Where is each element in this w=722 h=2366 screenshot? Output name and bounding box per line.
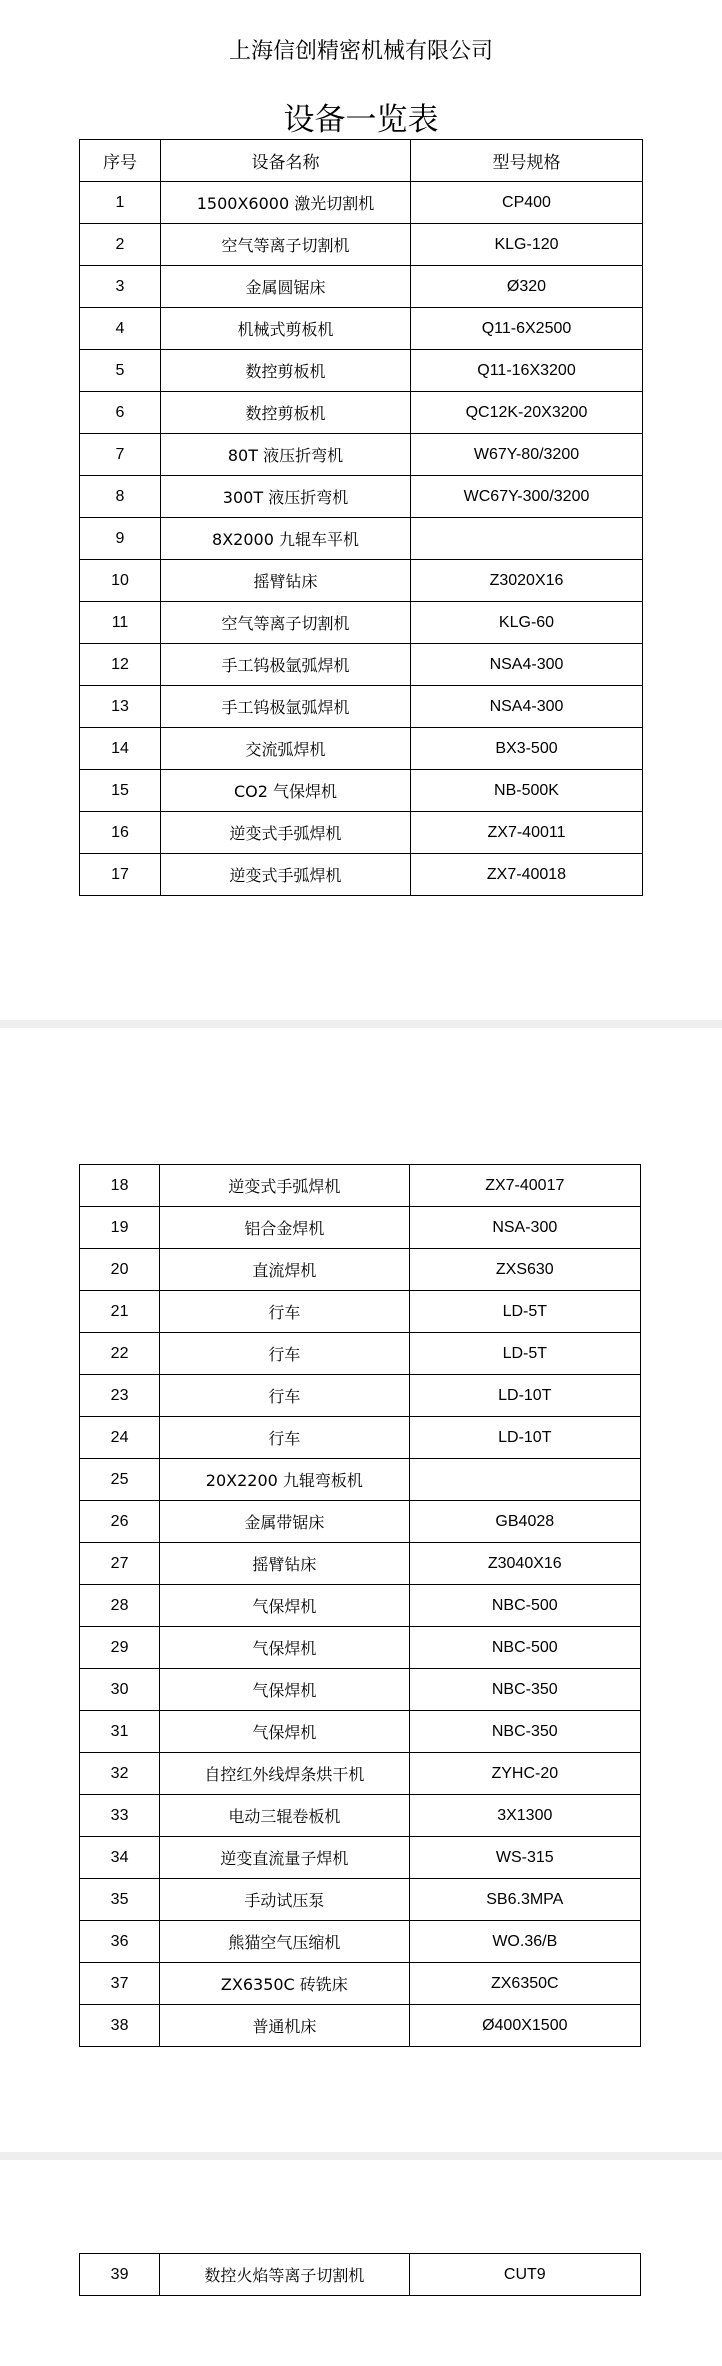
cell-no: 24 (80, 1417, 160, 1459)
table-row (80, 1501, 641, 1543)
cell-no: 17 (80, 854, 161, 896)
cell-name: 空气等离子切割机 (161, 224, 411, 266)
cell-no: 30 (80, 1669, 160, 1711)
company-name: 上海信创精密机械有限公司 (228, 39, 493, 64)
table-row (80, 308, 643, 350)
cell-no: 31 (80, 1711, 160, 1753)
table-row (80, 644, 643, 686)
cell-model: BX3-500 (411, 728, 643, 770)
cell-no: 26 (80, 1501, 160, 1543)
cell-model: ZX7-40011 (411, 812, 643, 854)
cell-model: CUT9 (409, 2254, 640, 2296)
cell-model: KLG-120 (411, 224, 643, 266)
cell-name: 普通机床 (160, 2005, 409, 2047)
cell-name: 熊猫空气压缩机 (160, 1921, 409, 1963)
cell-name: 手工钨极氩弧焊机 (161, 644, 411, 686)
cell-no: 39 (80, 2254, 160, 2296)
cell-model: Q11-16X3200 (411, 350, 643, 392)
cell-name: 行车 (160, 1375, 409, 1417)
cell-name: 数控剪板机 (161, 350, 411, 392)
table-row (80, 1249, 641, 1291)
cell-name: 逆变式手弧焊机 (161, 854, 411, 896)
cell-no: 33 (80, 1795, 160, 1837)
cell-no: 7 (80, 434, 161, 476)
table-row (80, 1753, 641, 1795)
cell-name: 行车 (160, 1417, 409, 1459)
cell-no: 18 (80, 1165, 160, 1207)
cell-name: 20X2200 九辊弯板机 (160, 1459, 409, 1501)
cell-model: Q11-6X2500 (411, 308, 643, 350)
cell-name: 交流弧焊机 (161, 728, 411, 770)
header-name: 设备名称 (161, 140, 411, 182)
cell-name: 数控火焰等离子切割机 (160, 2254, 409, 2296)
cell-name: 逆变式手弧焊机 (160, 1165, 409, 1207)
cell-no: 6 (80, 392, 161, 434)
cell-no: 32 (80, 1753, 160, 1795)
cell-no: 3 (80, 266, 161, 308)
cell-name: 摇臂钻床 (161, 560, 411, 602)
cell-model: NSA-300 (409, 1207, 640, 1249)
cell-model: ZX7-40018 (411, 854, 643, 896)
cell-name: 手工钨极氩弧焊机 (161, 686, 411, 728)
cell-name: 金属圆锯床 (161, 266, 411, 308)
cell-no: 34 (80, 1837, 160, 1879)
cell-name: 直流焊机 (160, 1249, 409, 1291)
table-row (80, 602, 643, 644)
cell-model: NBC-500 (409, 1585, 640, 1627)
table-row (80, 560, 643, 602)
cell-name: 气保焊机 (160, 1585, 409, 1627)
cell-model (411, 518, 643, 560)
cell-model: LD-10T (409, 1375, 640, 1417)
equipment-table-page-1 (79, 139, 643, 896)
table-row (80, 476, 643, 518)
table-row (80, 770, 643, 812)
cell-model: NSA4-300 (411, 686, 643, 728)
cell-name: 行车 (160, 1291, 409, 1333)
table-row (80, 182, 643, 224)
cell-no: 35 (80, 1879, 160, 1921)
cell-name: 数控剪板机 (161, 392, 411, 434)
cell-name: 逆变直流量子焊机 (160, 1837, 409, 1879)
table-row (80, 686, 643, 728)
table-row (80, 1291, 641, 1333)
cell-name: 金属带锯床 (160, 1501, 409, 1543)
table-row (80, 1627, 641, 1669)
table-row (80, 1963, 641, 2005)
table-row (80, 1417, 641, 1459)
table-row (80, 1669, 641, 1711)
page-1 (0, 0, 722, 1020)
cell-no: 8 (80, 476, 161, 518)
cell-no: 25 (80, 1459, 160, 1501)
cell-no: 23 (80, 1375, 160, 1417)
cell-model: WS-315 (409, 1837, 640, 1879)
table-row (80, 1711, 641, 1753)
table-row (80, 1543, 641, 1585)
cell-model: SB6.3MPA (409, 1879, 640, 1921)
table-row (80, 854, 643, 896)
cell-model: NBC-350 (409, 1669, 640, 1711)
cell-no: 22 (80, 1333, 160, 1375)
table-row (80, 1375, 641, 1417)
cell-no: 36 (80, 1921, 160, 1963)
cell-name: 手动试压泵 (160, 1879, 409, 1921)
cell-model: Ø320 (411, 266, 643, 308)
table-row (80, 392, 643, 434)
cell-no: 2 (80, 224, 161, 266)
cell-model: GB4028 (409, 1501, 640, 1543)
cell-name: 300T 液压折弯机 (161, 476, 411, 518)
table-row (80, 2254, 641, 2296)
cell-no: 15 (80, 770, 161, 812)
cell-model: W67Y-80/3200 (411, 434, 643, 476)
cell-no: 5 (80, 350, 161, 392)
cell-no: 28 (80, 1585, 160, 1627)
table-row (80, 1333, 641, 1375)
cell-no: 21 (80, 1291, 160, 1333)
cell-no: 4 (80, 308, 161, 350)
cell-no: 37 (80, 1963, 160, 2005)
table-row (80, 518, 643, 560)
cell-name: CO2 气保焊机 (161, 770, 411, 812)
cell-name: 气保焊机 (160, 1669, 409, 1711)
cell-model: LD-10T (409, 1417, 640, 1459)
cell-no: 16 (80, 812, 161, 854)
table-header-row (80, 140, 643, 182)
cell-name: 铝合金焊机 (160, 1207, 409, 1249)
equipment-table-page-3 (79, 2253, 641, 2296)
cell-name: 空气等离子切割机 (161, 602, 411, 644)
cell-name: 气保焊机 (160, 1711, 409, 1753)
cell-model: ZX6350C (409, 1963, 640, 2005)
cell-model: QC12K-20X3200 (411, 392, 643, 434)
cell-model: 3X1300 (409, 1795, 640, 1837)
header-no: 序号 (80, 140, 161, 182)
cell-model: Z3020X16 (411, 560, 643, 602)
cell-no: 38 (80, 2005, 160, 2047)
table-row (80, 812, 643, 854)
cell-name: 80T 液压折弯机 (161, 434, 411, 476)
cell-name: 行车 (160, 1333, 409, 1375)
table-row (80, 1921, 641, 1963)
cell-no: 1 (80, 182, 161, 224)
table-row (80, 728, 643, 770)
table-row (80, 1165, 641, 1207)
cell-name: 气保焊机 (160, 1627, 409, 1669)
cell-no: 10 (80, 560, 161, 602)
cell-model: KLG-60 (411, 602, 643, 644)
cell-model: NB-500K (411, 770, 643, 812)
table-row (80, 434, 643, 476)
page-gap (0, 1020, 722, 1028)
table-row (80, 1585, 641, 1627)
cell-model: LD-5T (409, 1333, 640, 1375)
cell-model: CP400 (411, 182, 643, 224)
cell-name: 1500X6000 激光切割机 (161, 182, 411, 224)
cell-name: 逆变式手弧焊机 (161, 812, 411, 854)
cell-no: 27 (80, 1543, 160, 1585)
cell-model: LD-5T (409, 1291, 640, 1333)
header-model: 型号规格 (411, 140, 643, 182)
cell-model: ZXS630 (409, 1249, 640, 1291)
cell-no: 20 (80, 1249, 160, 1291)
table-row (80, 1879, 641, 1921)
cell-model: ZYHC-20 (409, 1753, 640, 1795)
table-row (80, 266, 643, 308)
cell-no: 19 (80, 1207, 160, 1249)
cell-model: NBC-350 (409, 1711, 640, 1753)
table-row (80, 224, 643, 266)
cell-model: NSA4-300 (411, 644, 643, 686)
page-gap (0, 2152, 722, 2160)
cell-name: 8X2000 九辊车平机 (161, 518, 411, 560)
cell-name: ZX6350C 砖铣床 (160, 1963, 409, 2005)
page-3 (0, 2160, 722, 2366)
cell-no: 13 (80, 686, 161, 728)
cell-no: 14 (80, 728, 161, 770)
page-2 (0, 1028, 722, 2152)
cell-model: NBC-500 (409, 1627, 640, 1669)
cell-name: 摇臂钻床 (160, 1543, 409, 1585)
cell-name: 机械式剪板机 (161, 308, 411, 350)
cell-no: 11 (80, 602, 161, 644)
cell-model: Z3040X16 (409, 1543, 640, 1585)
cell-name: 电动三辊卷板机 (160, 1795, 409, 1837)
cell-model: WC67Y-300/3200 (411, 476, 643, 518)
cell-name: 自控红外线焊条烘干机 (160, 1753, 409, 1795)
cell-model (409, 1459, 640, 1501)
equipment-table-page-2 (79, 1164, 641, 2047)
table-row (80, 1837, 641, 1879)
cell-model: ZX7-40017 (409, 1165, 640, 1207)
cell-no: 12 (80, 644, 161, 686)
document-title: 设备一览表 (283, 102, 439, 138)
table-row (80, 1207, 641, 1249)
table-row (80, 2005, 641, 2047)
cell-model: Ø400X1500 (409, 2005, 640, 2047)
table-row (80, 1459, 641, 1501)
cell-no: 9 (80, 518, 161, 560)
cell-model: WO.36/B (409, 1921, 640, 1963)
cell-no: 29 (80, 1627, 160, 1669)
table-row (80, 1795, 641, 1837)
table-row (80, 350, 643, 392)
